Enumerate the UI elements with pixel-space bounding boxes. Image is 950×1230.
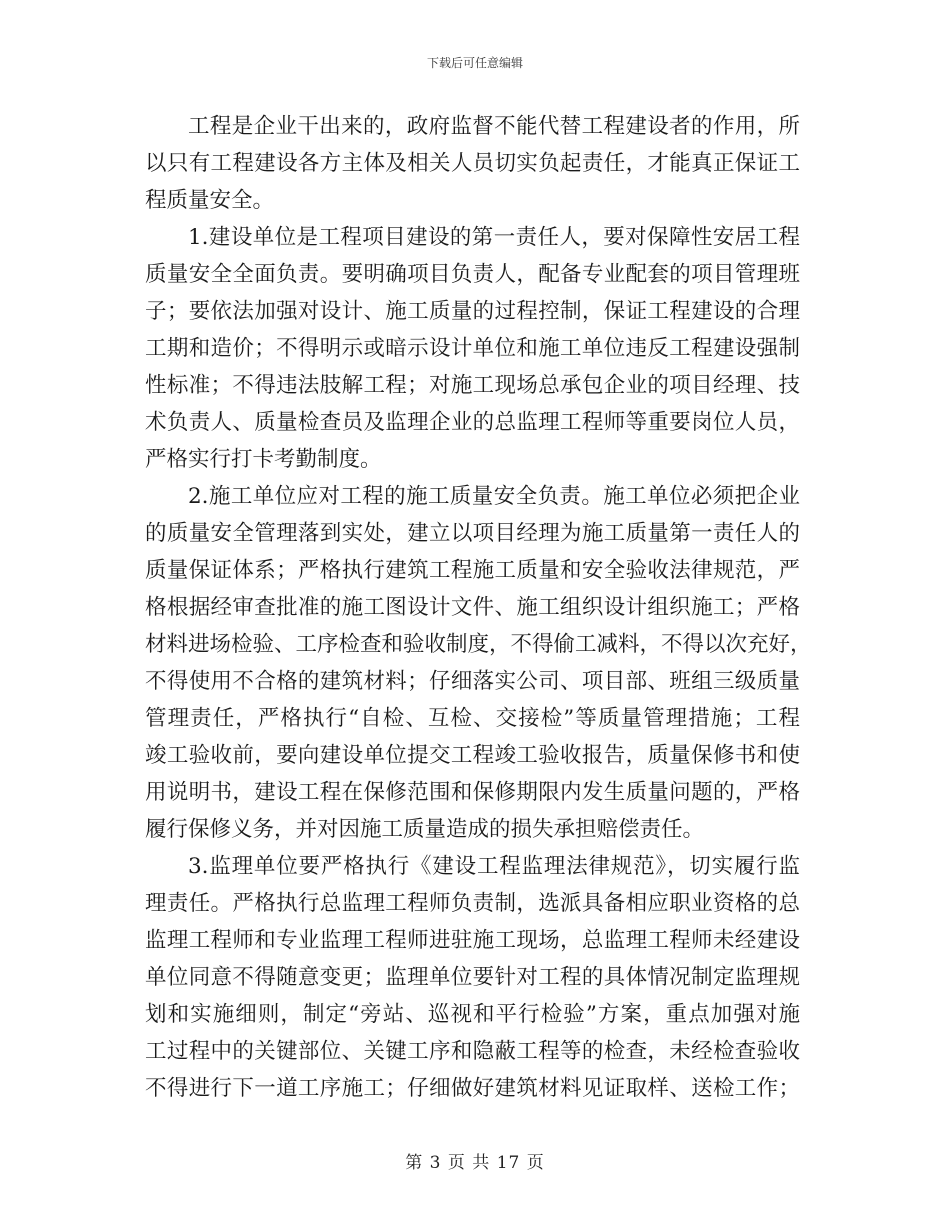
page-number-footer: 第 3 页 共 17 页 — [405, 1153, 545, 1173]
paragraph-construction-unit — [145, 219, 800, 478]
paragraph-intro — [145, 108, 800, 219]
text-line: 不得使用不合格的建筑材料；仔细落实公司、项目部、班组三级质量 — [145, 669, 800, 694]
text-line: 竣工验收前，要向建设单位提交工程竣工验收报告，质量保修书和使 — [145, 743, 800, 768]
text-line: 质量保证体系；严格执行建筑工程施工质量和安全验收法律规范，严 — [145, 558, 800, 583]
text-line: 程质量安全。 — [145, 188, 275, 213]
text-line: 单位同意不得随意变更；监理单位要针对工程的具体情况制定监理规 — [145, 965, 800, 990]
text-line: 3.监理单位要严格执行《建设工程监理法律规范》，切实履行监 — [188, 854, 800, 879]
document-body — [145, 108, 812, 1107]
text-line: 质量安全全面负责。要明确项目负责人，配备专业配套的项目管理班 — [145, 262, 800, 287]
text-line: 用说明书，建设工程在保修范围和保修期限内发生质量问题的，严格 — [145, 780, 800, 805]
text-line: 工期和造价；不得明示或暗示设计单位和施工单位违反工程建设强制 — [145, 336, 800, 361]
text-line: 严格实行打卡考勤制度。 — [145, 447, 382, 472]
text-line: 2.施工单位应对工程的施工质量安全负责。施工单位必须把企业 — [188, 484, 800, 509]
text-line: 工程是企业干出来的，政府监督不能代替工程建设者的作用，所 — [188, 114, 800, 139]
text-line: 的质量安全管理落到实处，建立以项目经理为施工质量第一责任人的 — [145, 521, 800, 546]
text-line: 以只有工程建设各方主体及相关人员切实负起责任，才能真正保证工 — [145, 151, 800, 176]
text-line: 格根据经审查批准的施工图设计文件、施工组织设计组织施工；严格 — [145, 595, 800, 620]
page-header: 下载后可任意编辑 — [426, 56, 523, 70]
text-line: 不得进行下一道工序施工；仔细做好建筑材料见证取样、送检工作； — [145, 1076, 800, 1101]
text-line: 管理责任，严格执行“自检、互检、交接检”等质量管理措施；工程 — [145, 706, 800, 731]
text-line: 划和实施细则，制定“旁站、巡视和平行检验”方案，重点加强对施 — [145, 1002, 800, 1027]
text-line: 性标准；不得违法肢解工程；对施工现场总承包企业的项目经理、技 — [145, 373, 800, 398]
text-line: 术负责人、质量检查员及监理企业的总监理工程师等重要岗位人员， — [145, 410, 800, 435]
text-line: 履行保修义务，并对因施工质量造成的损失承担赔偿责任。 — [145, 817, 705, 842]
text-line: 理责任。严格执行总监理工程师负责制，选派具备相应职业资格的总 — [145, 891, 800, 916]
text-line: 监理工程师和专业监理工程师进驻施工现场，总监理工程师未经建设 — [145, 928, 800, 953]
text-line: 1.建设单位是工程项目建设的第一责任人，要对保障性安居工程 — [188, 225, 800, 250]
paragraph-supervisor — [145, 848, 800, 1107]
text-line: 材料进场检验、工序检查和验收制度，不得偷工减料，不得以次充好， — [145, 632, 812, 657]
text-line: 子；要依法加强对设计、施工质量的过程控制，保证工程建设的合理 — [145, 299, 800, 324]
text-line: 工过程中的关键部位、关键工序和隐蔽工程等的检查，未经检查验收 — [145, 1039, 800, 1064]
paragraph-contractor — [145, 478, 812, 848]
